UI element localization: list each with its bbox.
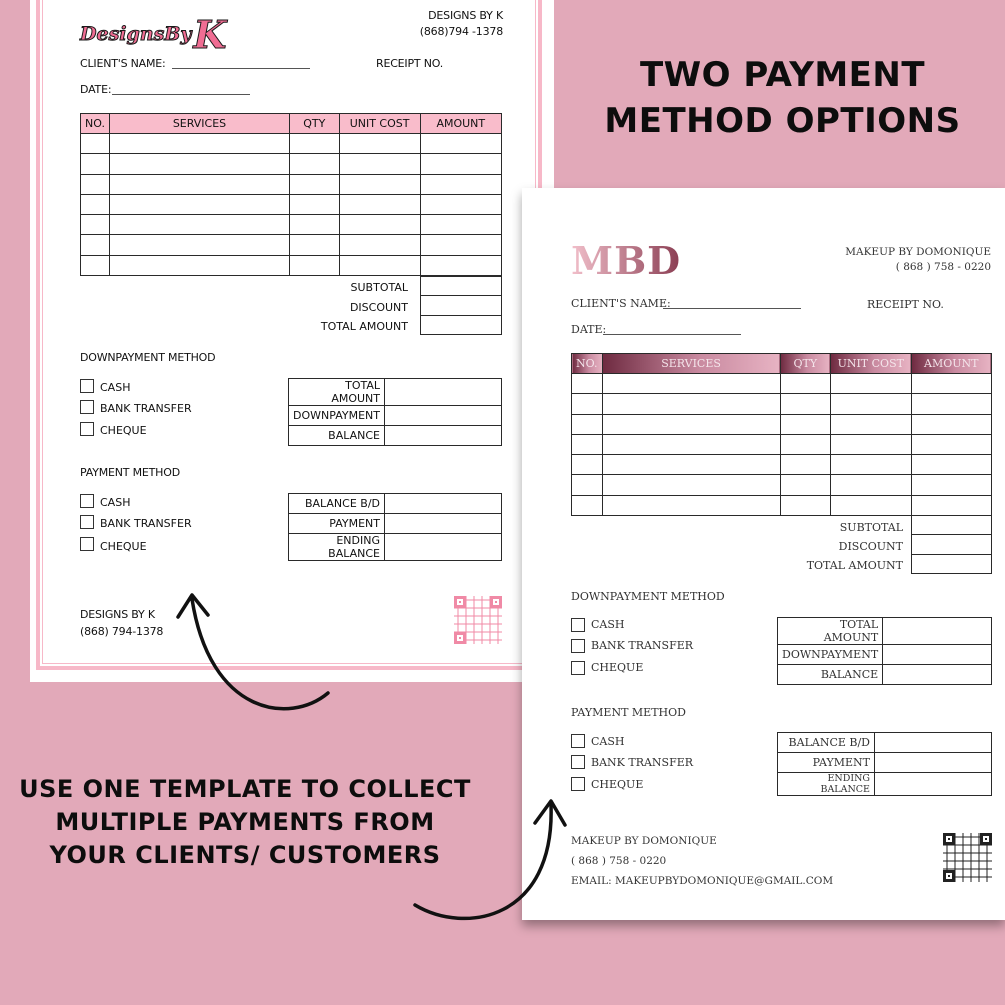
right-payment-table [777,732,992,796]
col-header: UNIT COST [830,354,911,374]
right-footer-name: MAKEUP BY DOMONIQUE [571,835,717,847]
table-row [778,618,992,645]
row-label: DOWNPAYMENT [778,645,883,665]
table-row[interactable] [81,194,502,214]
row-label: PAYMENT [289,514,385,534]
left-dp-bank-transfer-label: BANK TRANSFER [100,402,192,415]
right-subtotal-box[interactable] [911,515,992,535]
left-business-phone: (868)794 -1378 [419,25,503,38]
left-dp-cheque-label: CHEQUE [100,424,147,437]
table-row[interactable] [81,255,502,275]
right-pm-cash-checkbox[interactable] [571,734,585,748]
left-receipt-sheet [30,0,554,682]
headline-top-line2: METHOD OPTIONS [604,101,961,141]
table-row [778,645,992,665]
left-pm-bank-transfer-checkbox[interactable] [80,515,94,529]
right-total-amount-box[interactable] [911,554,992,574]
right-client-name-line[interactable] [663,308,801,309]
right-footer-email: EMAIL: MAKEUPBYDOMONIQUE@GMAIL.COM [571,875,834,887]
left-date-line[interactable] [112,94,250,95]
table-row [289,379,502,406]
left-date-label: DATE: [80,83,112,96]
mbd-logo: MBD [571,238,682,283]
right-discount-label: DISCOUNT [838,540,903,553]
left-footer-name: DESIGNS BY K [80,608,155,621]
col-header: SERVICES [109,114,289,134]
left-discount-box[interactable] [420,295,502,316]
left-total-amount-label: TOTAL AMOUNT [320,320,408,333]
row-value-field[interactable] [875,773,992,796]
left-total-amount-box[interactable] [420,315,502,335]
table-row[interactable] [572,374,992,394]
right-discount-box[interactable] [911,534,992,555]
row-label: TOTAL AMOUNT [778,618,883,645]
row-label: BALANCE [778,665,883,685]
table-row [778,665,992,685]
table-row [778,773,992,796]
left-footer [80,606,163,640]
table-row [778,753,992,773]
row-label: PAYMENT [778,753,875,773]
headline-bottom-line3: YOUR CLIENTS/ CUSTOMERS [49,841,441,869]
right-pm-cheque-label: CHEQUE [591,778,644,791]
table-row[interactable] [572,475,992,495]
col-header: NO. [572,354,603,374]
left-dp-cash-label: CASH [100,381,131,394]
designs-by-k-logo: DesignsByK [80,12,227,57]
row-value-field[interactable] [883,665,992,685]
row-label: ENDING BALANCE [778,773,875,796]
right-pm-cheque-checkbox[interactable] [571,777,585,791]
right-footer-phone: ( 868 ) 758 - 0220 [571,855,667,867]
row-value-field[interactable] [385,514,502,534]
row-label: DOWNPAYMENT [289,406,385,426]
row-label: ENDING BALANCE [289,534,385,561]
right-footer [571,831,833,891]
table-row[interactable] [81,174,502,194]
curved-arrow-up-right-icon [405,795,575,935]
table-row[interactable] [572,394,992,414]
table-row [289,426,502,446]
col-header: UNIT COST [339,114,420,134]
right-pm-bank-transfer-checkbox[interactable] [571,755,585,769]
row-value-field[interactable] [875,753,992,773]
left-business-info [400,8,503,40]
left-discount-label: DISCOUNT [349,301,408,314]
left-business-name: DESIGNS BY K [428,9,503,22]
table-row[interactable] [81,134,502,154]
left-pm-cash-label: CASH [100,496,131,509]
table-row[interactable] [81,215,502,235]
table-header-row [572,354,992,374]
left-receipt-no-label: RECEIPT NO. [376,57,444,70]
right-receipt-no-label: RECEIPT NO. [867,298,944,311]
left-subtotal-box[interactable] [420,276,502,296]
table-row[interactable] [572,495,992,515]
right-downpayment-method-title: DOWNPAYMENT METHOD [571,590,725,603]
left-pm-cheque-checkbox[interactable] [80,537,94,551]
right-pm-cash-label: CASH [591,735,625,748]
right-services-table [571,353,992,516]
left-dp-cheque-checkbox[interactable] [80,422,94,436]
curved-arrow-up-left-icon [170,585,340,725]
right-pm-bank-transfer-label: BANK TRANSFER [591,756,694,769]
left-client-name-line[interactable] [172,68,310,69]
table-row [289,406,502,426]
left-footer-phone: (868) 794-1378 [80,625,164,638]
row-label: BALANCE [289,426,385,446]
left-services-table [80,113,502,276]
left-pm-bank-transfer-label: BANK TRANSFER [100,517,192,530]
right-payment-method-title: PAYMENT METHOD [571,706,686,719]
right-dp-cheque-checkbox[interactable] [571,661,585,675]
left-payment-method-title: PAYMENT METHOD [80,466,180,479]
right-dp-cheque-label: CHEQUE [591,661,644,674]
right-client-name-label: CLIENT'S NAME: [571,297,671,310]
right-total-amount-label: TOTAL AMOUNT [806,559,903,572]
col-header: NO. [81,114,110,134]
headline-bottom-line2: MULTIPLE PAYMENTS FROM [55,808,435,836]
row-value-field[interactable] [875,733,992,753]
col-header: AMOUNT [420,114,501,134]
left-pm-cash-checkbox[interactable] [80,494,94,508]
right-subtotal-label: SUBTOTAL [839,521,903,534]
col-header: QTY [290,114,340,134]
left-payment-table [288,493,502,561]
row-value-field[interactable] [385,426,502,446]
left-subtotal-label: SUBTOTAL [350,281,408,294]
left-downpayment-table [288,378,502,446]
right-dp-bank-transfer-checkbox[interactable] [571,639,585,653]
table-row [289,494,502,514]
headline-top-line1: TWO PAYMENT [639,55,926,95]
row-value-field[interactable] [385,534,502,561]
left-downpayment-method-title: DOWNPAYMENT METHOD [80,351,216,364]
table-row[interactable] [572,434,992,454]
right-business-name: MAKEUP BY DOMONIQUE [845,246,991,258]
headline-bottom-line1: USE ONE TEMPLATE TO COLLECT [19,775,471,803]
qr-code-icon [454,596,502,644]
right-business-phone: ( 868 ) 758 - 0220 [895,261,991,273]
left-client-name-label: CLIENT'S NAME: [80,57,166,70]
left-dp-bank-transfer-checkbox[interactable] [80,400,94,414]
right-business-info [820,245,991,275]
right-dp-cash-checkbox[interactable] [571,618,585,632]
row-label: BALANCE B/D [289,494,385,514]
col-header: QTY [780,354,830,374]
right-downpayment-table [777,617,992,685]
left-pm-cheque-label: CHEQUE [100,540,147,553]
headline-top [560,52,1005,144]
table-row[interactable] [572,455,992,475]
qr-code-icon [943,833,992,882]
right-date-line[interactable] [603,334,741,335]
row-value-field[interactable] [385,406,502,426]
row-label: BALANCE B/D [778,733,875,753]
table-row[interactable] [81,154,502,174]
row-label: TOTAL AMOUNT [289,379,385,406]
row-value-field[interactable] [385,494,502,514]
col-header: SERVICES [602,354,780,374]
col-header: AMOUNT [911,354,991,374]
table-row [289,534,502,561]
row-value-field[interactable] [385,379,502,406]
row-value-field[interactable] [883,618,992,645]
table-row[interactable] [572,414,992,434]
right-date-label: DATE: [571,323,607,336]
table-header-row [81,114,502,134]
right-dp-cash-label: CASH [591,618,625,631]
left-dp-cash-checkbox[interactable] [80,379,94,393]
table-row[interactable] [81,235,502,255]
right-dp-bank-transfer-label: BANK TRANSFER [591,639,694,652]
table-row [778,733,992,753]
row-value-field[interactable] [883,645,992,665]
table-row [289,514,502,534]
